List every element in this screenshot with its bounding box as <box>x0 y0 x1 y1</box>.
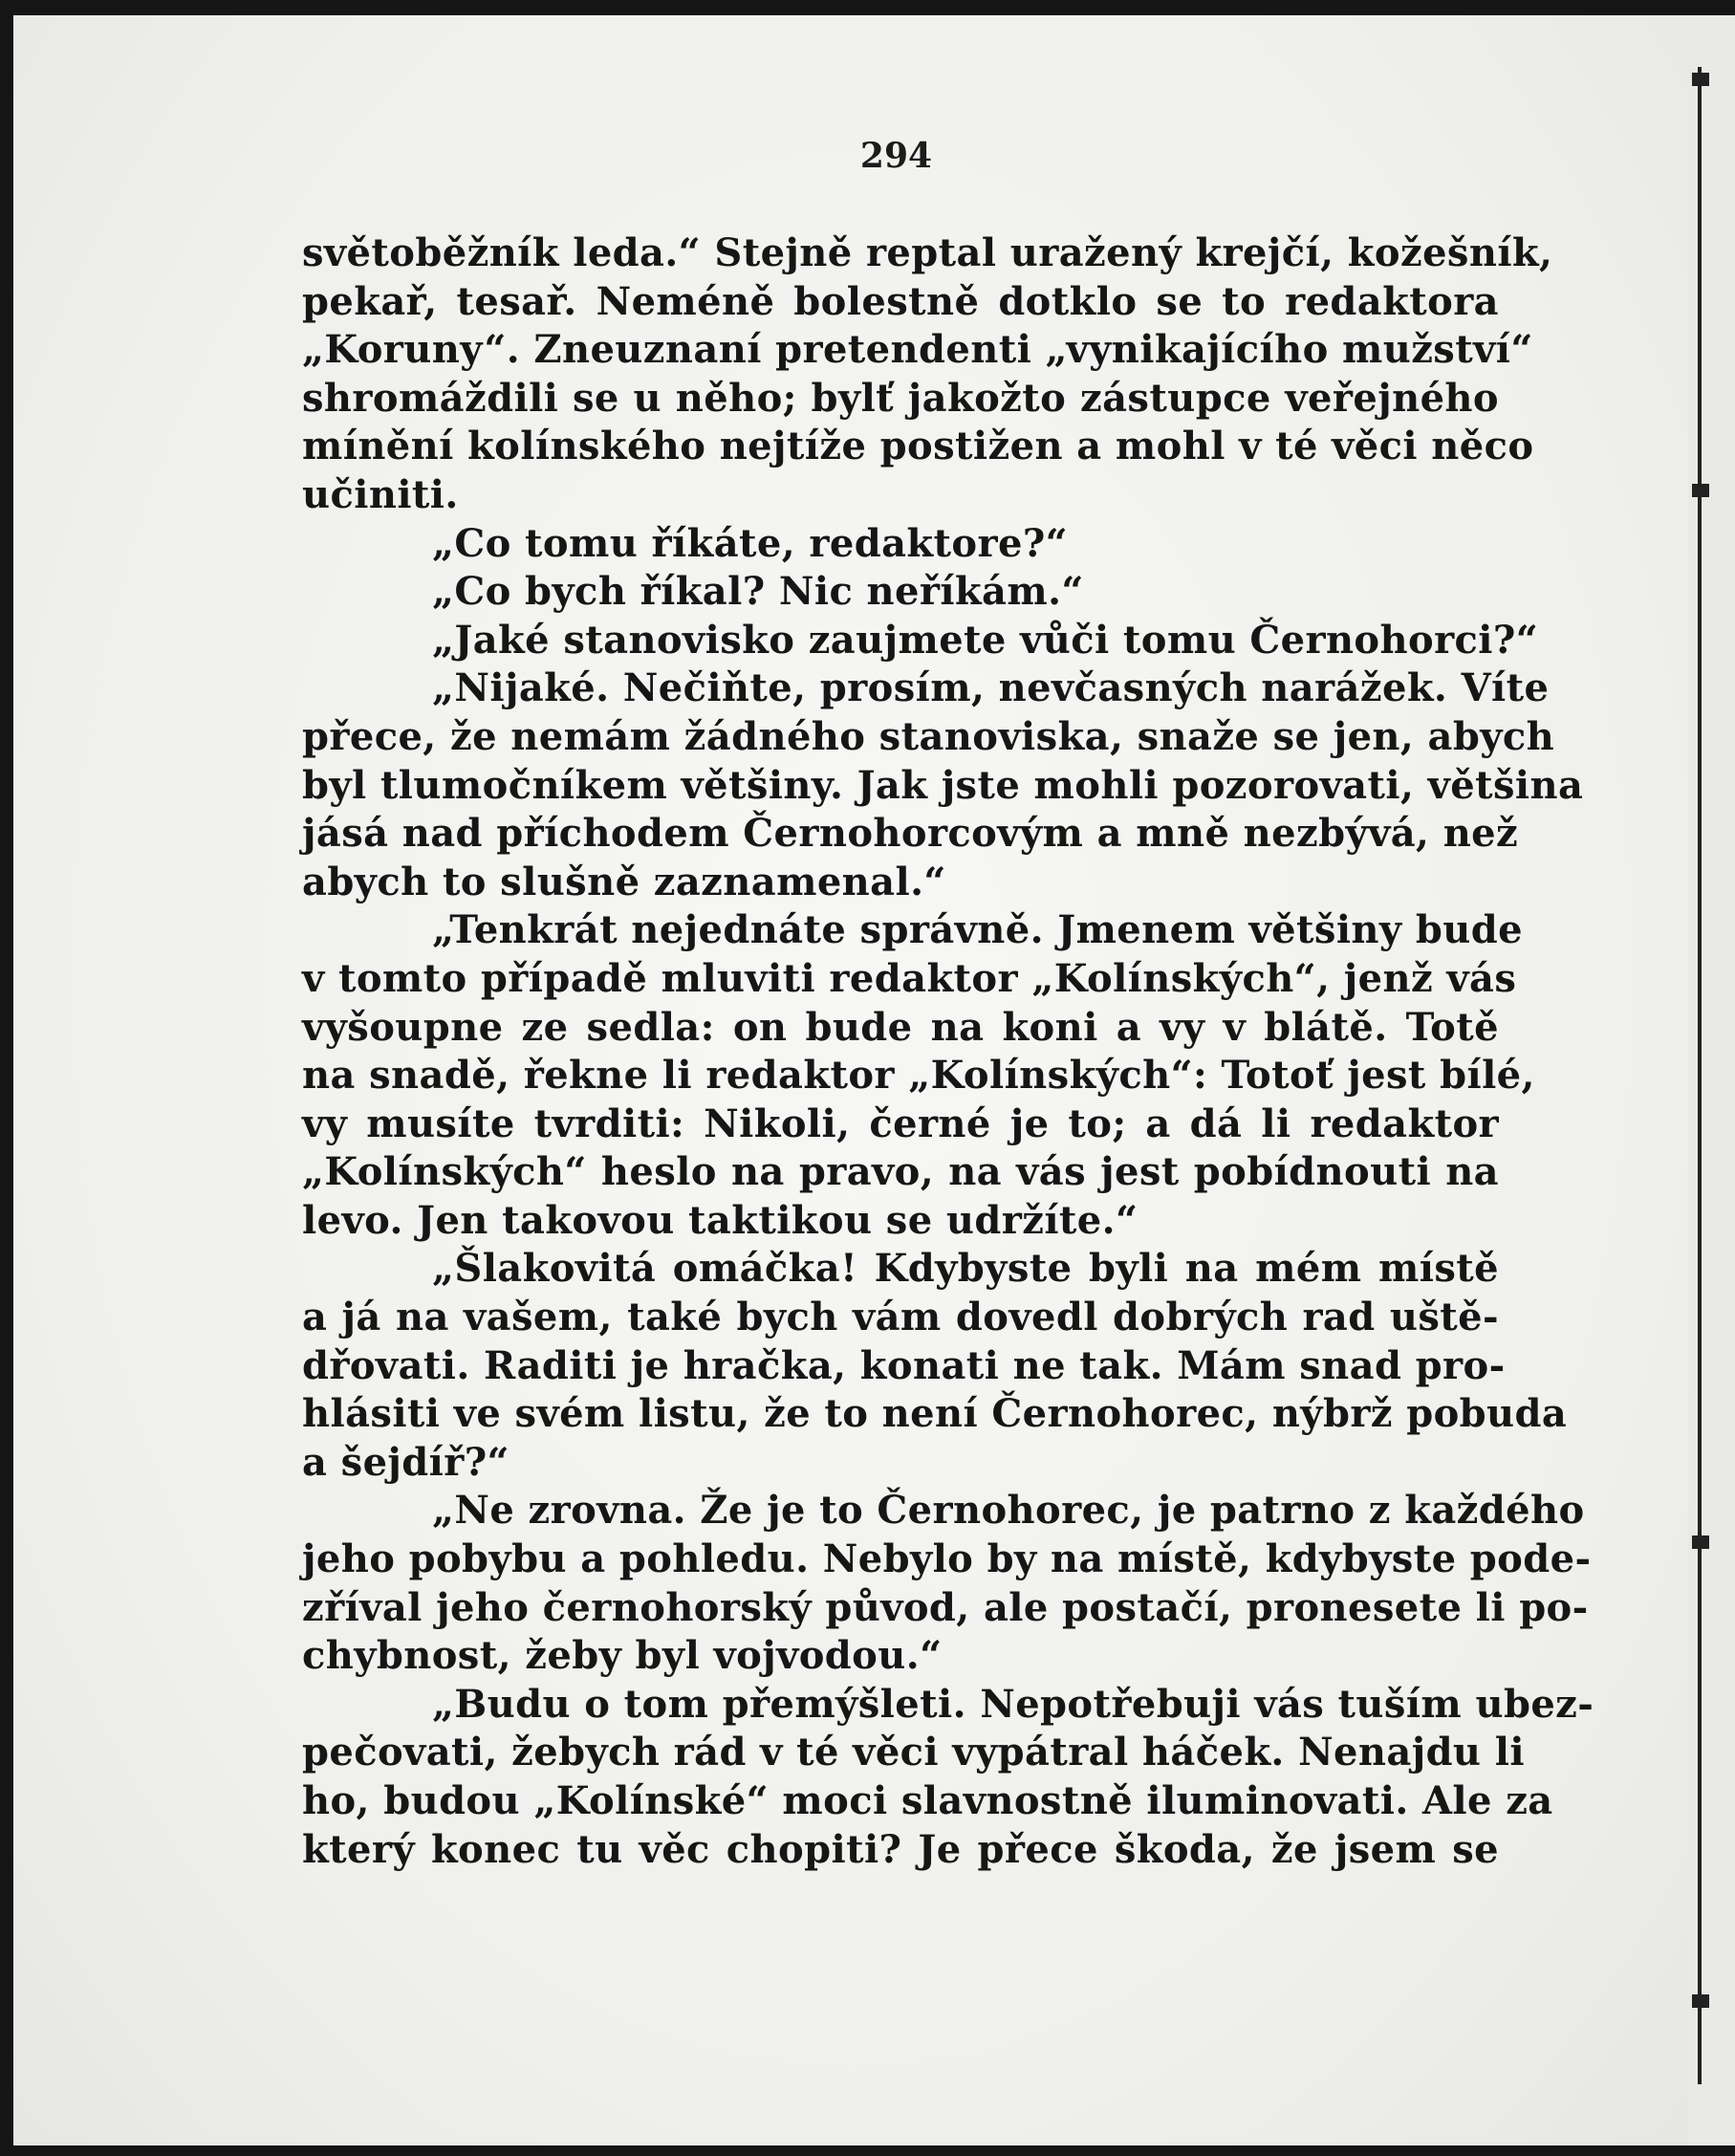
text-line: v tomto případě mluviti redaktor „Kolínských“, jenž vás <box>302 955 1517 1001</box>
text-line: „Co bych říkal? Nic neříkám.“ <box>432 569 1084 615</box>
text-line: „Jaké stanovisko zaujmete vůči tomu Černohorci?“ <box>432 617 1539 663</box>
body-text <box>302 229 1594 1874</box>
page-edge-strip <box>1688 15 1735 2145</box>
text-line: „Koruny“. Zneuznaní pretendenti „vynikajícího mužství“ <box>302 327 1533 373</box>
text-line: mínění kolínského nejtíže postižen a mohl v té věci něco <box>302 424 1534 469</box>
text-line: učiniti. <box>302 471 459 517</box>
text-line: „Šlakovitá omáčka! Kdybyste byli na mém místě <box>432 1246 1499 1292</box>
text-line: a já na vašem, také bych vám dovedl dobrých rad uště- <box>302 1295 1499 1340</box>
text-line: světoběžník leda.“ Stejně reptal uražený krejčí, kožešník, <box>302 230 1553 275</box>
text-line: jeho pobybu a pohledu. Nebylo by na místě, kdybyste pode- <box>302 1536 1592 1582</box>
text-line: vyšoupne ze sedla: on bude na koni a vy v blátě. Totě <box>302 1004 1499 1050</box>
text-line: levo. Jen takovou taktikou se udržíte.“ <box>302 1197 1139 1243</box>
text-line: „Kolínských“ heslo na pravo, na vás jest pobídnouti na <box>302 1149 1499 1195</box>
text-line: shromáždili se u něho; bylť jakožto zástupce veřejného <box>302 375 1499 421</box>
edge-mark-top <box>1692 73 1709 86</box>
edge-mark-lower <box>1692 1535 1709 1549</box>
text-line: „Nijaké. Nečiňte, prosím, nevčasných narážek. Víte <box>432 665 1550 711</box>
edge-mark-bottom <box>1692 1994 1709 2008</box>
text-line: který konec tu věc chopiti? Je přece škoda, že jsem se <box>302 1826 1499 1872</box>
text-line: jásá nad příchodem Černohorcovým a mně nezbývá, než <box>302 811 1519 857</box>
text-line: hlásiti ve svém listu, že to není Černohorec, nýbrž pobuda <box>302 1391 1568 1437</box>
text-line: pečovati, žebych rád v té věci vypátral háček. Nenajdu li <box>302 1730 1525 1775</box>
text-line: vy musíte tvrditi: Nikoli, černé je to; a dá li redaktor <box>302 1100 1499 1146</box>
text-line: byl tlumočníkem většiny. Jak jste mohli pozorovati, většina <box>302 762 1584 808</box>
text-line: chybnost, žeby byl vojvodou.“ <box>302 1633 943 1679</box>
text-line: abych to slušně zaznamenal.“ <box>302 859 946 904</box>
text-line: „Ne zrovna. Že je to Černohorec, je patrno z každého <box>432 1488 1585 1534</box>
page-number: 294 <box>859 136 933 176</box>
text-line: ho, budou „Kolínské“ moci slavnostně iluminovati. Ale za <box>302 1778 1553 1823</box>
text-line: „Tenkrát nejednáte správně. Jmenem většiny bude <box>432 907 1523 953</box>
edge-mark-middle <box>1692 484 1709 497</box>
text-line: „Co tomu říkáte, redaktore?“ <box>432 520 1069 566</box>
text-line: pekař, tesař. Neméně bolestně dotklo se to redaktora <box>302 278 1499 324</box>
text-line: přece, že nemám žádného stanoviska, snaže se jen, abych <box>302 713 1555 759</box>
text-line: „Budu o tom přemýšleti. Nepotřebuji vás tuším ubez- <box>432 1681 1594 1727</box>
text-line: na snadě, řekne li redaktor „Kolínských“: Totoť jest bílé, <box>302 1053 1535 1099</box>
text-line: dřovati. Raditi je hračka, konati ne tak. Mám snad pro- <box>302 1342 1506 1388</box>
page-edge-binding-line <box>1698 67 1702 2084</box>
text-line: a šejdíř?“ <box>302 1439 510 1485</box>
text-line: zříval jeho černohorský původ, ale postačí, pronesete li po- <box>302 1584 1589 1630</box>
